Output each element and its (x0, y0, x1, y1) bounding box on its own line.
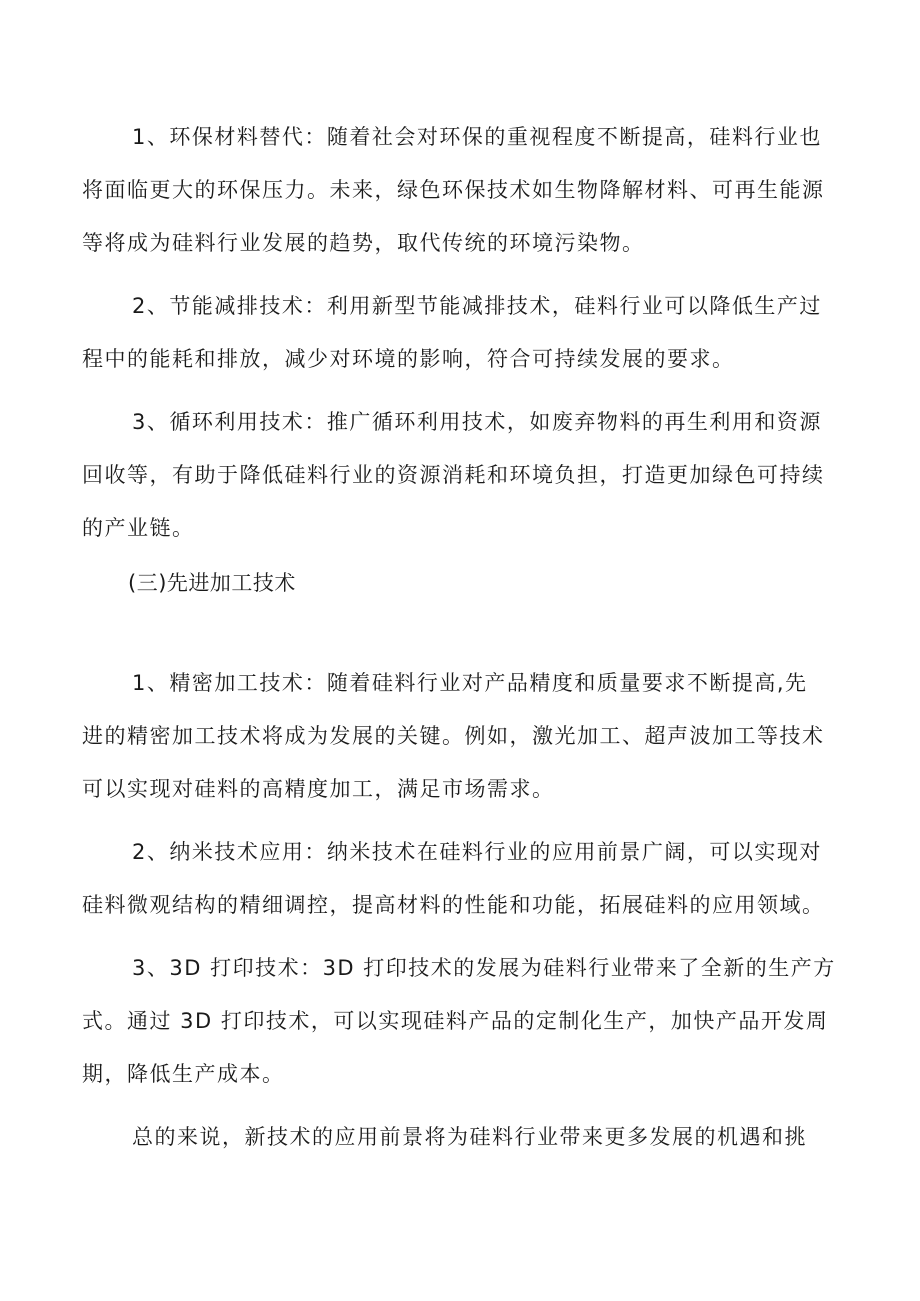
text-line: 可以实现对硅料的高精度加工，满足市场需求。 (82, 777, 555, 801)
section-heading: (三)先进加工技术 (128, 571, 296, 595)
text-line: 硅料微观结构的精细调控，提高材料的性能和功能，拓展硅料的应用领域。 (82, 893, 825, 917)
text-line: 的产业链。 (82, 516, 195, 540)
text-line: 进的精密加工技术将成为发展的关键。例如，激光加工、超声波加工等技术 (82, 724, 825, 748)
text-line: 1、环保材料替代：随着社会对环保的重视程度不断提高，硅料行业也 (132, 125, 822, 149)
text-line: 程中的能耗和排放，减少对环境的影响，符合可持续发展的要求。 (82, 347, 735, 371)
text-line: 3、3D 打印技术：3D 打印技术的发展为硅料行业带来了全新的生产方 (132, 956, 836, 980)
text-line: 将面临更大的环保压力。未来，绿色环保技术如生物降解材料、可再生能源 (82, 178, 825, 202)
text-line: 2、纳米技术应用：纳米技术在硅料行业的应用前景广阔，可以实现对 (132, 840, 822, 864)
text-line: 总的来说，新技术的应用前景将为硅料行业带来更多发展的机遇和挑 (132, 1125, 807, 1149)
text-line: 式。通过 3D 打印技术，可以实现硅料产品的定制化生产，加快产品开发周 (82, 1009, 829, 1033)
text-line: 期，降低生产成本。 (82, 1062, 285, 1086)
text-line: 3、循环利用技术：推广循环利用技术，如废弃物料的再生利用和资源 (132, 410, 822, 434)
text-line: 等将成为硅料行业发展的趋势，取代传统的环境污染物。 (82, 231, 645, 255)
text-line: 2、节能减排技术：利用新型节能减排技术，硅料行业可以降低生产过 (132, 294, 822, 318)
text-line: 1、精密加工技术：随着硅料行业对产品精度和质量要求不断提高,先 (132, 671, 808, 695)
text-line: 回收等，有助于降低硅料行业的资源消耗和环境负担，打造更加绿色可持续 (82, 463, 825, 487)
